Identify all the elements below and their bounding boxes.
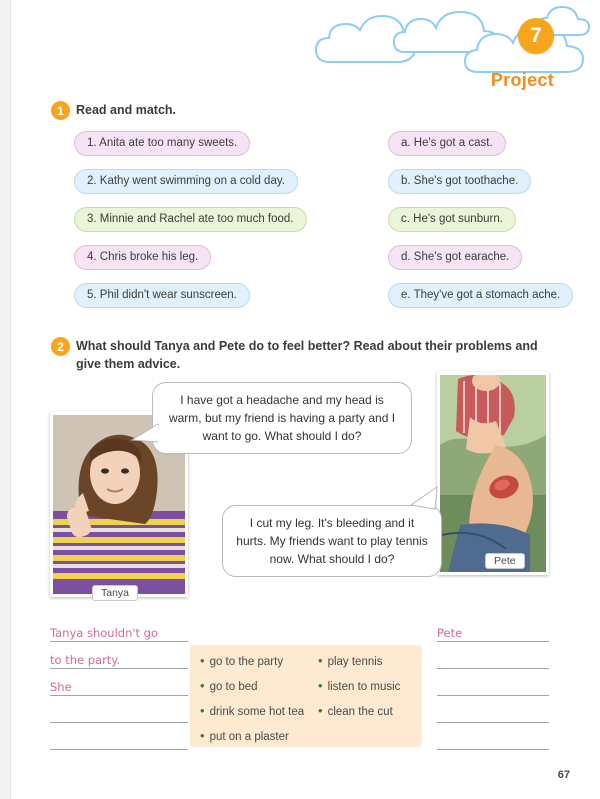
match-left-item-5[interactable]: 5. Phil didn't wear sunscreen. xyxy=(74,283,250,308)
match-left-item-3[interactable]: 3. Minnie and Rachel ate too much food. xyxy=(74,207,307,232)
advice-option-3[interactable]: • drink some hot tea xyxy=(200,703,304,718)
header-cloud-decoration xyxy=(300,0,600,92)
answer-line-left-2[interactable] xyxy=(50,668,188,669)
advice-option-2[interactable]: • go to bed xyxy=(200,678,258,693)
pete-photo xyxy=(437,372,549,575)
match-right-item-c[interactable]: c. He's got sunburn. xyxy=(388,207,516,232)
match-right-item-d[interactable]: d. She's got earache. xyxy=(388,245,522,270)
exercise-1-instruction: Read and match. xyxy=(76,103,177,117)
answer-line-left-1[interactable] xyxy=(50,641,188,642)
advice-option-5[interactable]: • play tennis xyxy=(318,653,383,668)
answer-line-left-3[interactable] xyxy=(50,695,188,696)
advice-option-1[interactable]: • go to the party xyxy=(200,653,283,668)
exercise-1-number: 1 xyxy=(51,101,70,120)
answer-line-right-2[interactable] xyxy=(437,668,549,669)
answer-line-left-5[interactable] xyxy=(50,749,188,750)
advice-option-4[interactable]: • put on a plaster xyxy=(200,728,289,743)
page-title: Project xyxy=(490,70,554,90)
boy-cut-leg-image xyxy=(440,375,546,572)
exercise-2-number: 2 xyxy=(51,337,70,356)
answer-line-right-4[interactable] xyxy=(437,722,549,723)
answer-line-left-4[interactable] xyxy=(50,722,188,723)
match-left-item-1[interactable]: 1. Anita ate too many sweets. xyxy=(74,131,250,156)
tanya-bubble-tail-icon xyxy=(130,420,160,450)
answer-right-label: Pete xyxy=(437,626,463,640)
answer-left-written-2: to the party. xyxy=(50,653,121,667)
answer-left-label: Tanya shouldn't go xyxy=(50,626,159,640)
exercise-2-instruction-line1: What should Tanya and Pete do to feel better? Read about their problems and xyxy=(76,339,538,353)
answer-line-right-3[interactable] xyxy=(437,695,549,696)
answer-left-written-3: She xyxy=(50,680,72,694)
match-right-item-e[interactable]: e. They've got a stomach ache. xyxy=(388,283,573,308)
answer-line-right-5[interactable] xyxy=(437,749,549,750)
cloud-icon xyxy=(300,0,600,92)
advice-option-7[interactable]: • clean the cut xyxy=(318,703,393,718)
page-number: 67 xyxy=(557,769,570,781)
match-right-item-b[interactable]: b. She's got toothache. xyxy=(388,169,531,194)
answer-line-right-1[interactable] xyxy=(437,641,549,642)
match-left-item-4[interactable]: 4. Chris broke his leg. xyxy=(74,245,211,270)
match-right-item-a[interactable]: a. He's got a cast. xyxy=(388,131,506,156)
match-left-item-2[interactable]: 2. Kathy went swimming on a cold day. xyxy=(74,169,298,194)
tanya-caption: Tanya xyxy=(92,585,138,601)
exercise-2-instruction-line2: give them advice. xyxy=(76,357,181,371)
unit-number-badge: 7 xyxy=(518,18,554,54)
page-gutter xyxy=(0,0,11,799)
advice-option-6[interactable]: • listen to music xyxy=(318,678,400,693)
pete-speech-bubble: I cut my leg. It's bleeding and it hurts. My friends want to play tennis now. What should I do? xyxy=(222,505,442,577)
pete-bubble-tail-icon xyxy=(405,485,439,515)
tanya-speech-bubble: I have got a headache and my head is warm, but my friend is having a party and I want to go. What should I do? xyxy=(152,382,412,454)
pete-caption: Pete xyxy=(485,553,525,569)
